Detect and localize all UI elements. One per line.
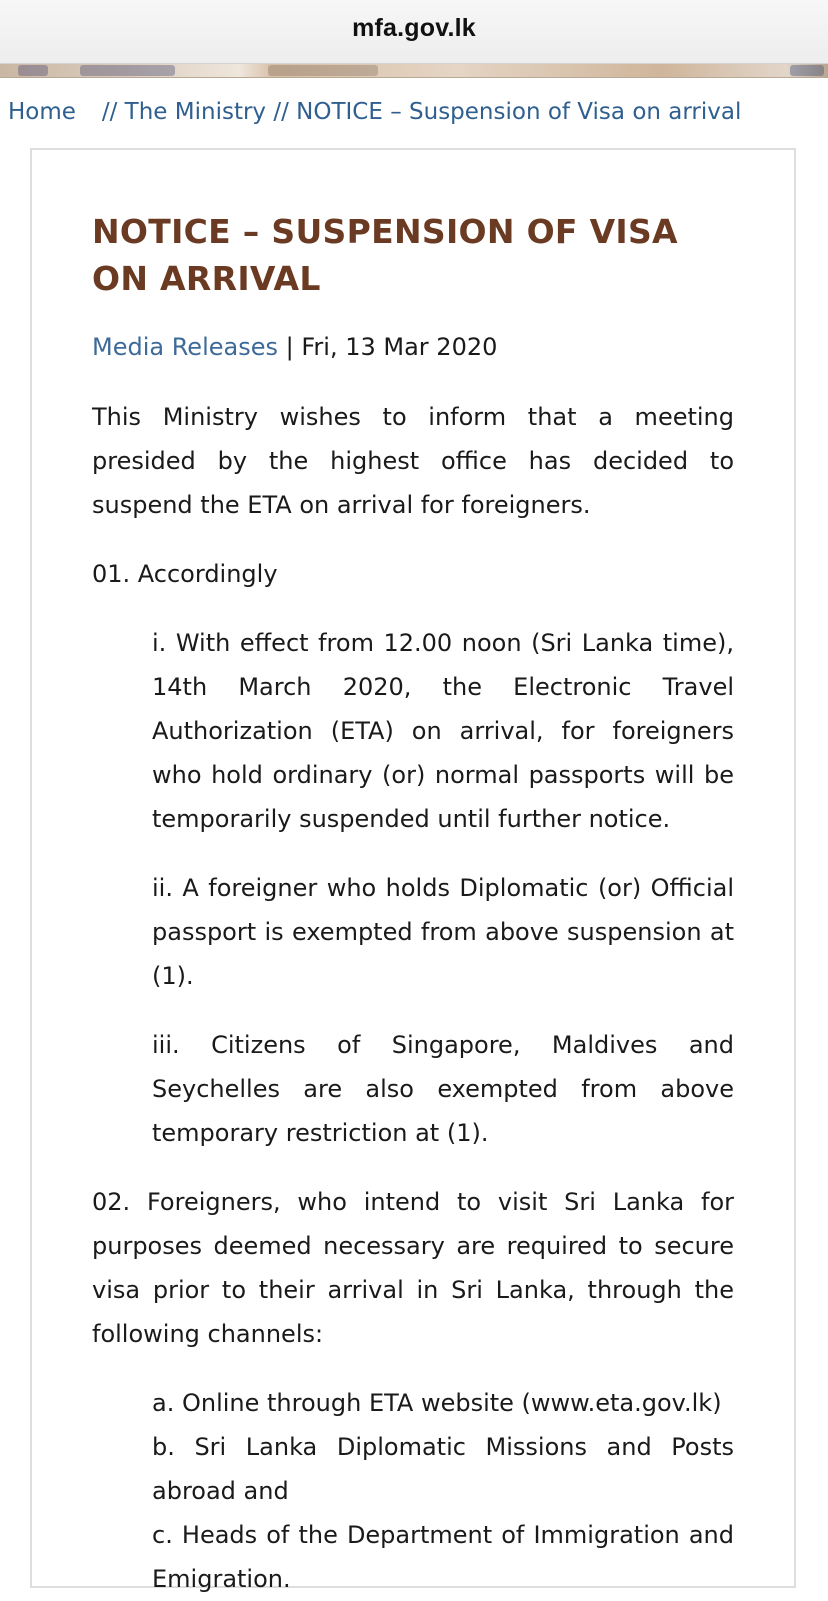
publish-date: Fri, 13 Mar 2020	[301, 333, 498, 361]
browser-address-bar[interactable]	[0, 0, 828, 64]
meta-separator: |	[285, 333, 294, 361]
banner-graphic	[268, 65, 378, 76]
item-i: i. With effect from 12.00 noon (Sri Lanka time), 14th March 2020, the Electronic Travel Authorization (ETA) on arrival, for foreigners who hold ordinary (or) normal passports will be temporarily suspended until further notice.	[152, 629, 734, 833]
article-content	[92, 208, 734, 1601]
item-ii: ii. A foreigner who holds Diplomatic (or) Official passport is exempted from above suspension at (1).	[152, 874, 734, 990]
article-card	[30, 148, 796, 1593]
category-link[interactable]: Media Releases	[92, 333, 278, 361]
article-meta	[92, 328, 734, 366]
banner-graphic	[790, 65, 824, 76]
section-01-heading: 01. Accordingly	[92, 560, 278, 588]
site-header-banner	[0, 64, 828, 78]
banner-graphic	[18, 65, 48, 76]
breadcrumb-separator: //	[101, 99, 118, 125]
url-text[interactable]: mfa.gov.lk	[352, 14, 476, 42]
breadcrumb-home-link[interactable]: Home	[8, 99, 76, 125]
channels-list	[152, 1381, 734, 1601]
breadcrumb	[8, 99, 741, 125]
section-02-paragraph: 02. Foreigners, who intend to visit Sri Lanka for purposes deemed necessary are required to secure visa prior to their arrival in Sri Lanka, through the following channels:	[92, 1188, 734, 1348]
breadcrumb-current: NOTICE – Suspension of Visa on arrival	[296, 99, 742, 125]
breadcrumb-separator: //	[273, 99, 289, 125]
intro-paragraph: This Ministry wishes to inform that a meeting presided by the highest office has decided to suspend the ETA on arrival for foreigners.	[92, 403, 734, 519]
banner-graphic	[80, 65, 175, 76]
channel-b: b. Sri Lanka Diplomatic Missions and Posts abroad and	[152, 1433, 734, 1505]
page-title: NOTICE – SUSPENSION OF VISA ON ARRIVAL	[92, 212, 678, 298]
channel-a: a. Online through ETA website (www.eta.gov.lk)	[152, 1389, 722, 1417]
breadcrumb-ministry-link[interactable]: The Ministry	[124, 99, 267, 125]
channel-c: c. Heads of the Department of Immigration and Emigration.	[152, 1521, 734, 1593]
item-iii: iii. Citizens of Singapore, Maldives and Seychelles are also exempted from above temporary restriction at (1).	[152, 1031, 734, 1147]
